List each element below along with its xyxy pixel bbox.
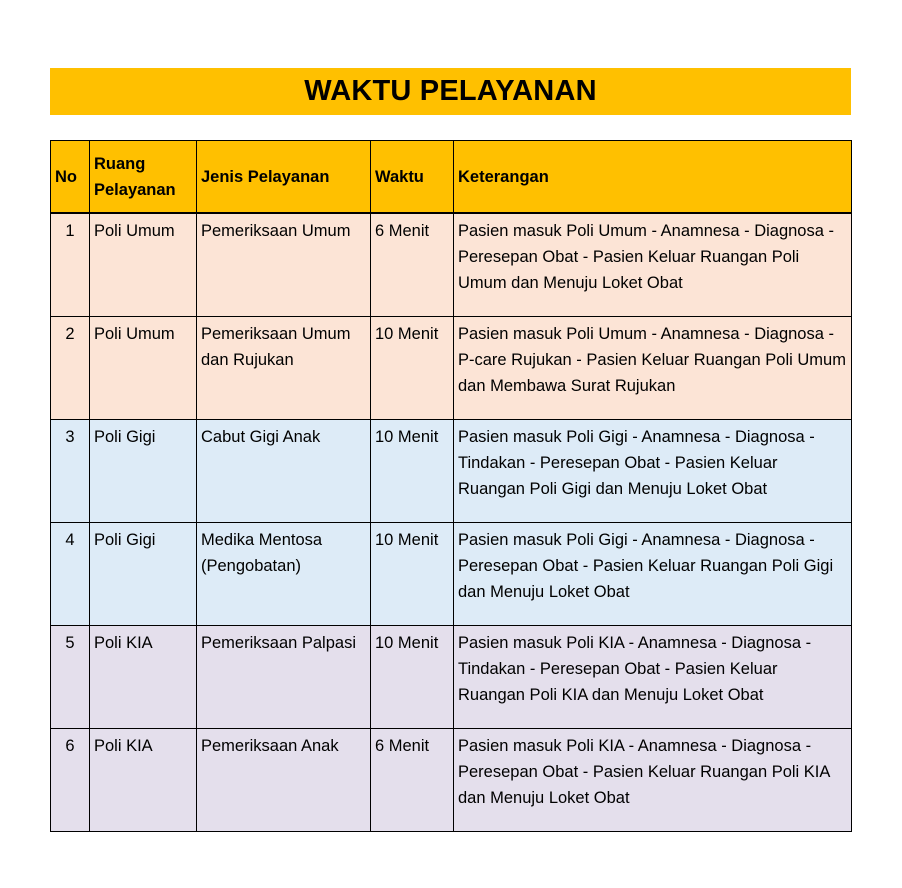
service-time-table — [50, 140, 852, 832]
cell-jenis: Pemeriksaan Palpasi — [197, 626, 371, 729]
cell-waktu: 10 Menit — [371, 420, 454, 523]
cell-waktu: 6 Menit — [371, 729, 454, 832]
cell-no: 1 — [51, 213, 90, 317]
table-row — [51, 523, 852, 626]
title-banner — [50, 68, 851, 115]
table-row — [51, 420, 852, 523]
table-row — [51, 729, 852, 832]
cell-ruang: Poli Umum — [90, 213, 197, 317]
column-header-keterangan: Keterangan — [454, 141, 852, 214]
cell-no: 6 — [51, 729, 90, 832]
cell-waktu: 10 Menit — [371, 626, 454, 729]
cell-jenis: Cabut Gigi Anak — [197, 420, 371, 523]
cell-keterangan: Pasien masuk Poli Umum - Anamnesa - Diagnosa - P-care Rujukan - Pasien Keluar Ruangan Poli Umum dan Membawa Surat Rujukan — [454, 317, 852, 420]
column-header-no: No — [51, 141, 90, 214]
column-header-ruang — [90, 141, 197, 214]
cell-keterangan: Pasien masuk Poli KIA - Anamnesa - Diagnosa - Tindakan - Peresepan Obat - Pasien Keluar Ruangan Poli KIA dan Menuju Loket Obat — [454, 626, 852, 729]
cell-no: 4 — [51, 523, 90, 626]
cell-no: 2 — [51, 317, 90, 420]
page-title: WAKTU PELAYANAN — [304, 75, 597, 107]
table-header-row — [51, 141, 852, 214]
cell-no: 3 — [51, 420, 90, 523]
cell-keterangan: Pasien masuk Poli KIA - Anamnesa - Diagnosa - Peresepan Obat - Pasien Keluar Ruangan Poli KIA dan Menuju Loket Obat — [454, 729, 852, 832]
cell-ruang: Poli Gigi — [90, 523, 197, 626]
cell-waktu: 6 Menit — [371, 213, 454, 317]
cell-ruang: Poli Gigi — [90, 420, 197, 523]
cell-keterangan: Pasien masuk Poli Gigi - Anamnesa - Diagnosa - Tindakan - Peresepan Obat - Pasien Keluar Ruangan Poli Gigi dan Menuju Loket Obat — [454, 420, 852, 523]
cell-ruang: Poli Umum — [90, 317, 197, 420]
cell-jenis: Pemeriksaan Umum dan Rujukan — [197, 317, 371, 420]
cell-ruang: Poli KIA — [90, 626, 197, 729]
table-row — [51, 213, 852, 317]
cell-keterangan: Pasien masuk Poli Gigi - Anamnesa - Diagnosa - Peresepan Obat - Pasien Keluar Ruangan Poli Gigi dan Menuju Loket Obat — [454, 523, 852, 626]
cell-keterangan: Pasien masuk Poli Umum - Anamnesa - Diagnosa - Peresepan Obat - Pasien Keluar Ruangan Poli Umum dan Menuju Loket Obat — [454, 213, 852, 317]
cell-jenis: Medika Mentosa (Pengobatan) — [197, 523, 371, 626]
column-header-ruang-line2: Pelayanan — [94, 180, 176, 199]
cell-jenis: Pemeriksaan Umum — [197, 213, 371, 317]
column-header-jenis: Jenis Pelayanan — [197, 141, 371, 214]
cell-no: 5 — [51, 626, 90, 729]
column-header-ruang-line1: Ruang — [94, 154, 146, 173]
cell-waktu: 10 Menit — [371, 523, 454, 626]
cell-ruang: Poli KIA — [90, 729, 197, 832]
cell-jenis: Pemeriksaan Anak — [197, 729, 371, 832]
column-header-waktu: Waktu — [371, 141, 454, 214]
table-row — [51, 626, 852, 729]
table-row — [51, 317, 852, 420]
cell-waktu: 10 Menit — [371, 317, 454, 420]
